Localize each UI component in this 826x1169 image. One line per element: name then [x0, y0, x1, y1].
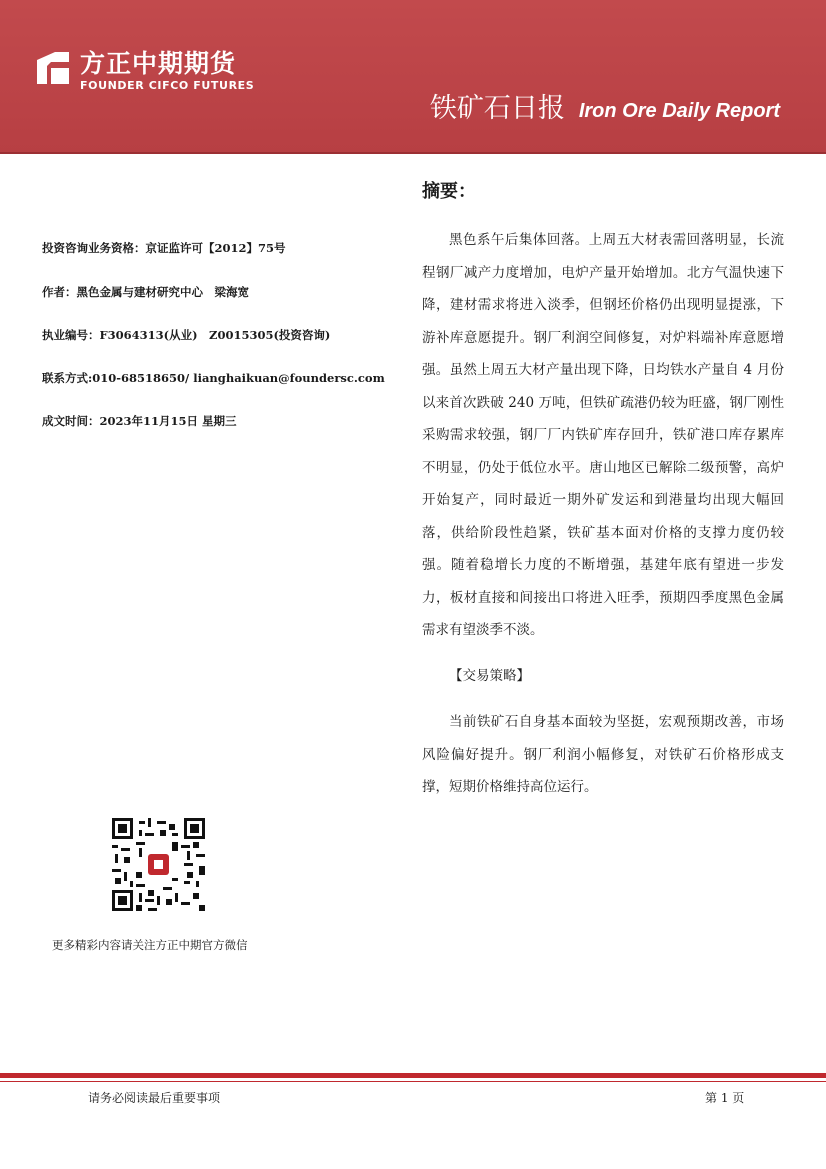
strategy-paragraph: 当前铁矿石自身基本面较为坚挺，宏观预期改善，市场风险偏好提升。钢厂利润小幅修复，对铁矿石价格形成支撑，短期价格维持高位运行。: [422, 714, 784, 795]
qualification-line: 投资咨询业务资格：京证监许可【2012】75号: [42, 241, 286, 255]
page-number: 第 1 页: [705, 1091, 745, 1105]
author-line: 作者：黑色金属与建材研究中心 梁海宽: [42, 285, 249, 299]
report-title-cn: 铁矿石日报: [429, 93, 565, 124]
company-logo-icon: [33, 48, 73, 88]
qr-caption: 更多精彩内容请关注方正中期官方微信: [52, 938, 248, 952]
report-title: [430, 86, 780, 125]
wechat-qr-code-icon: [112, 818, 205, 911]
report-title-en: Iron Ore Daily Report: [578, 100, 780, 122]
footer-divider-thick: [0, 1073, 826, 1078]
summary-heading: 摘要：: [422, 181, 476, 202]
report-header: [0, 0, 826, 154]
footer-divider-thin: [0, 1081, 826, 1082]
license-line: 执业编号：F3064313(从业) Z0015305(投资咨询): [42, 328, 331, 342]
company-name-cn: 方正中期期货: [80, 49, 237, 78]
summary-paragraph: 黑色系午后集体回落。上周五大材表需回落明显，长流程钢厂减产力度增加，电炉产量开始增加。北方气温快速下降，建材需求将进入淡季，但钢坯价格仍出现明显提涨，下游补库意愿提升。钢厂利润空间修复，对炉料端补库意愿增强。虽然上周五大材产量出现下降，日均铁水产量自 4 月份以来首次跌破 240 万吨，但铁矿疏港仍较为旺盛，钢厂刚性采购需求较强，钢厂厂内铁矿库存回升，铁矿港口库存累库不明显，仍处于低位水平。唐山地区已解除二级预警，高炉开始复产，同时最近一期外矿发运和到港量均出现大幅回落，供给阶段性趋紧，铁矿基本面对价格的支撑力度仍较强。随着稳增长力度的不断增强，基建年底有望进一步发力，板材直接和间接出口将进入旺季，预期四季度黑色金属需求有望淡季不淡。: [422, 232, 784, 638]
strategy-heading: 【交易策略】: [449, 668, 530, 684]
footer-notice: 请务必阅读最后重要事项: [88, 1091, 221, 1105]
date-line: 成文时间：2023年11月15日 星期三: [42, 414, 237, 428]
contact-line: 联系方式:010-68518650/ lianghaikuan@foundersc.com: [42, 371, 385, 385]
company-name-en: FOUNDER CIFCO FUTURES: [80, 79, 255, 92]
